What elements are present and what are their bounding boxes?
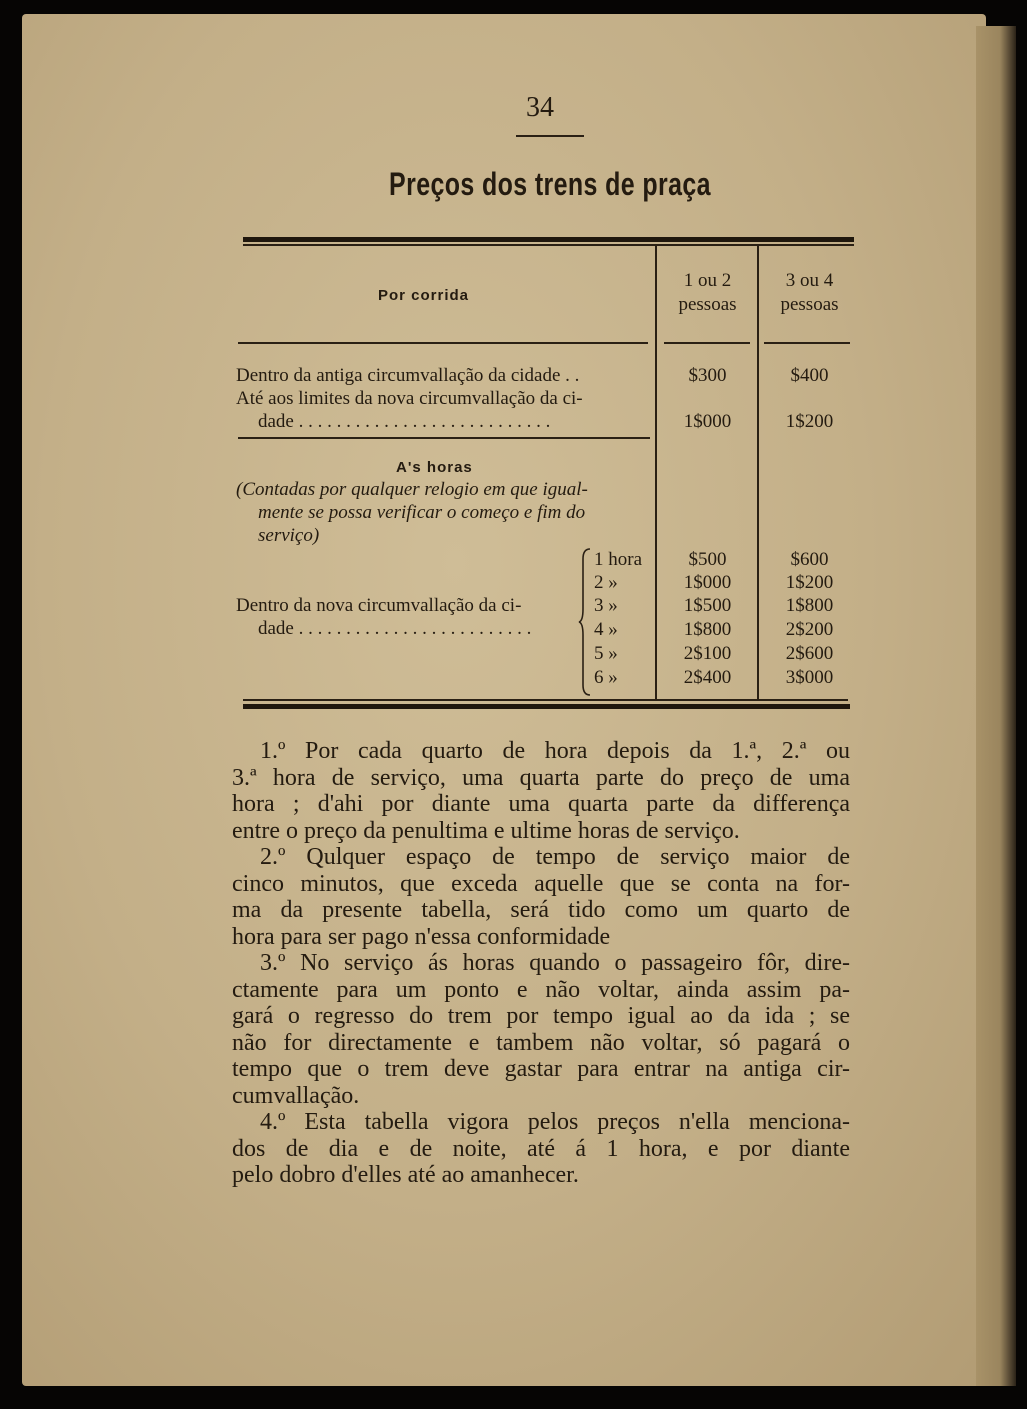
ride-row-2-col2: 1$200: [785, 411, 834, 432]
note-line: tempo que o trem deve gastar para entrar na antiga cir-: [232, 1056, 850, 1082]
hours-row-2-col2: 1$200: [785, 572, 834, 593]
table-top-rule-thin: [243, 244, 854, 246]
table-top-rule: [243, 237, 854, 242]
note-line: ma da presente tabella, será tido como um quarto de: [232, 897, 850, 923]
note-line: hora ; d'ahi por diante uma quarta parte da differença: [232, 791, 850, 817]
hours-row-3-col2: 1$800: [785, 595, 834, 616]
note-line: 4.º Esta tabella vigora pelos preços n'ella menciona-: [260, 1109, 850, 1135]
hours-row-6-label: 6 »: [594, 667, 618, 688]
hours-row-1-col2: $600: [790, 549, 829, 570]
note-line: 1.º Por cada quarto de hora depois da 1.ª, 2.ª ou: [260, 738, 850, 764]
hours-row-2-col1: 1$000: [683, 572, 732, 593]
note-line: 3.º No serviço ás horas quando o passageiro fôr, dire-: [260, 950, 850, 976]
ride-row-2-col1: 1$000: [683, 411, 732, 432]
note-line: 3.ª hora de serviço, uma quarta parte do preço de uma: [232, 764, 850, 791]
note-line: não for directamente e tambem não voltar, só pagará o: [232, 1029, 850, 1056]
table-col-divider-1: [655, 246, 657, 701]
hours-note-line2: mente se possa verificar o começo e fim do: [258, 502, 586, 523]
note-line: cinco minutos, que exceda aquelle que se conta na for-: [232, 870, 850, 897]
ride-row-1-col1: $300: [688, 365, 727, 386]
hours-heading: A's horas: [396, 459, 473, 476]
header-col2-line1: 3 ou 4: [785, 270, 834, 291]
note-line: entre o preço da penultima e ultime horas de serviço.: [232, 817, 740, 844]
page-gutter: [976, 26, 1016, 1386]
page-number: 34: [526, 92, 554, 123]
hours-row-2-label: 2 »: [594, 572, 618, 593]
hours-row-3-label: 3 »: [594, 595, 618, 616]
hours-row-6-col1: 2$400: [683, 667, 732, 688]
hours-row-5-col2: 2$600: [785, 643, 834, 664]
header-col1-line1: 1 ou 2: [683, 270, 732, 291]
hours-note-line1: (Contadas por qualquer relogio em que igual-: [236, 479, 588, 500]
note-line: ctamente para um ponto e não voltar, ainda assim pa-: [232, 976, 850, 1003]
notes-block: [232, 738, 850, 1189]
hours-row-4-col2: 2$200: [785, 619, 834, 640]
note-line: pelo dobro d'elles até ao amanhecer.: [232, 1162, 579, 1188]
header-rule-right: [764, 342, 850, 344]
hours-row-4-label: 4 »: [594, 619, 618, 640]
header-rule-mid: [664, 342, 750, 344]
ride-row-2-label-line2: dade . . . . . . . . . . . . . . . . . . . . . . . . . . .: [258, 411, 551, 432]
ride-row-1-col2: $400: [790, 365, 829, 386]
hours-row-3-col1: 1$500: [683, 595, 732, 616]
header-col1-line2: pessoas: [678, 294, 737, 315]
table-bottom-rule: [243, 704, 850, 709]
table-bottom-rule-thin: [243, 699, 848, 701]
hours-row-4-col1: 1$800: [683, 619, 732, 640]
zone-label-line2: dade . . . . . . . . . . . . . . . . . . . . . . . . .: [258, 618, 532, 639]
note-line: dos de dia e de noite, até á 1 hora, e por diante: [232, 1135, 850, 1162]
hours-row-1-col1: $500: [688, 549, 727, 570]
hours-row-5-label: 5 »: [594, 643, 618, 664]
table-col-divider-2: [757, 246, 759, 701]
note-line: hora para ser pago n'essa conformidade: [232, 923, 611, 950]
header-corrida: Por corrida: [378, 287, 470, 304]
hours-row-5-col1: 2$100: [683, 643, 732, 664]
header-col2-line2: pessoas: [780, 294, 839, 315]
hours-row-6-col2: 3$000: [785, 667, 834, 688]
page-number-rule: [516, 135, 584, 137]
hours-row-1-label: 1 hora: [594, 549, 643, 570]
header-rule-left: [238, 342, 648, 344]
page-title: Preços dos trens de praça: [389, 166, 711, 202]
note-line: 2.º Qulquer espaço de tempo de serviço maior de: [260, 844, 850, 870]
curly-brace-icon: [578, 547, 592, 697]
hours-note-line3: serviço): [258, 525, 320, 546]
zone-label-line1: Dentro da nova circumvallação da ci-: [236, 595, 522, 616]
ride-row-1-label: Dentro da antiga circumvallação da cidade . .: [236, 365, 580, 386]
note-line: gará o regresso do trem por tempo igual ao da ida ; se: [232, 1003, 850, 1029]
section-rule: [238, 437, 650, 439]
note-line: cumvallação.: [232, 1082, 360, 1109]
ride-row-2-label-line1: Até aos limites da nova circumvallação da ci-: [236, 388, 583, 409]
